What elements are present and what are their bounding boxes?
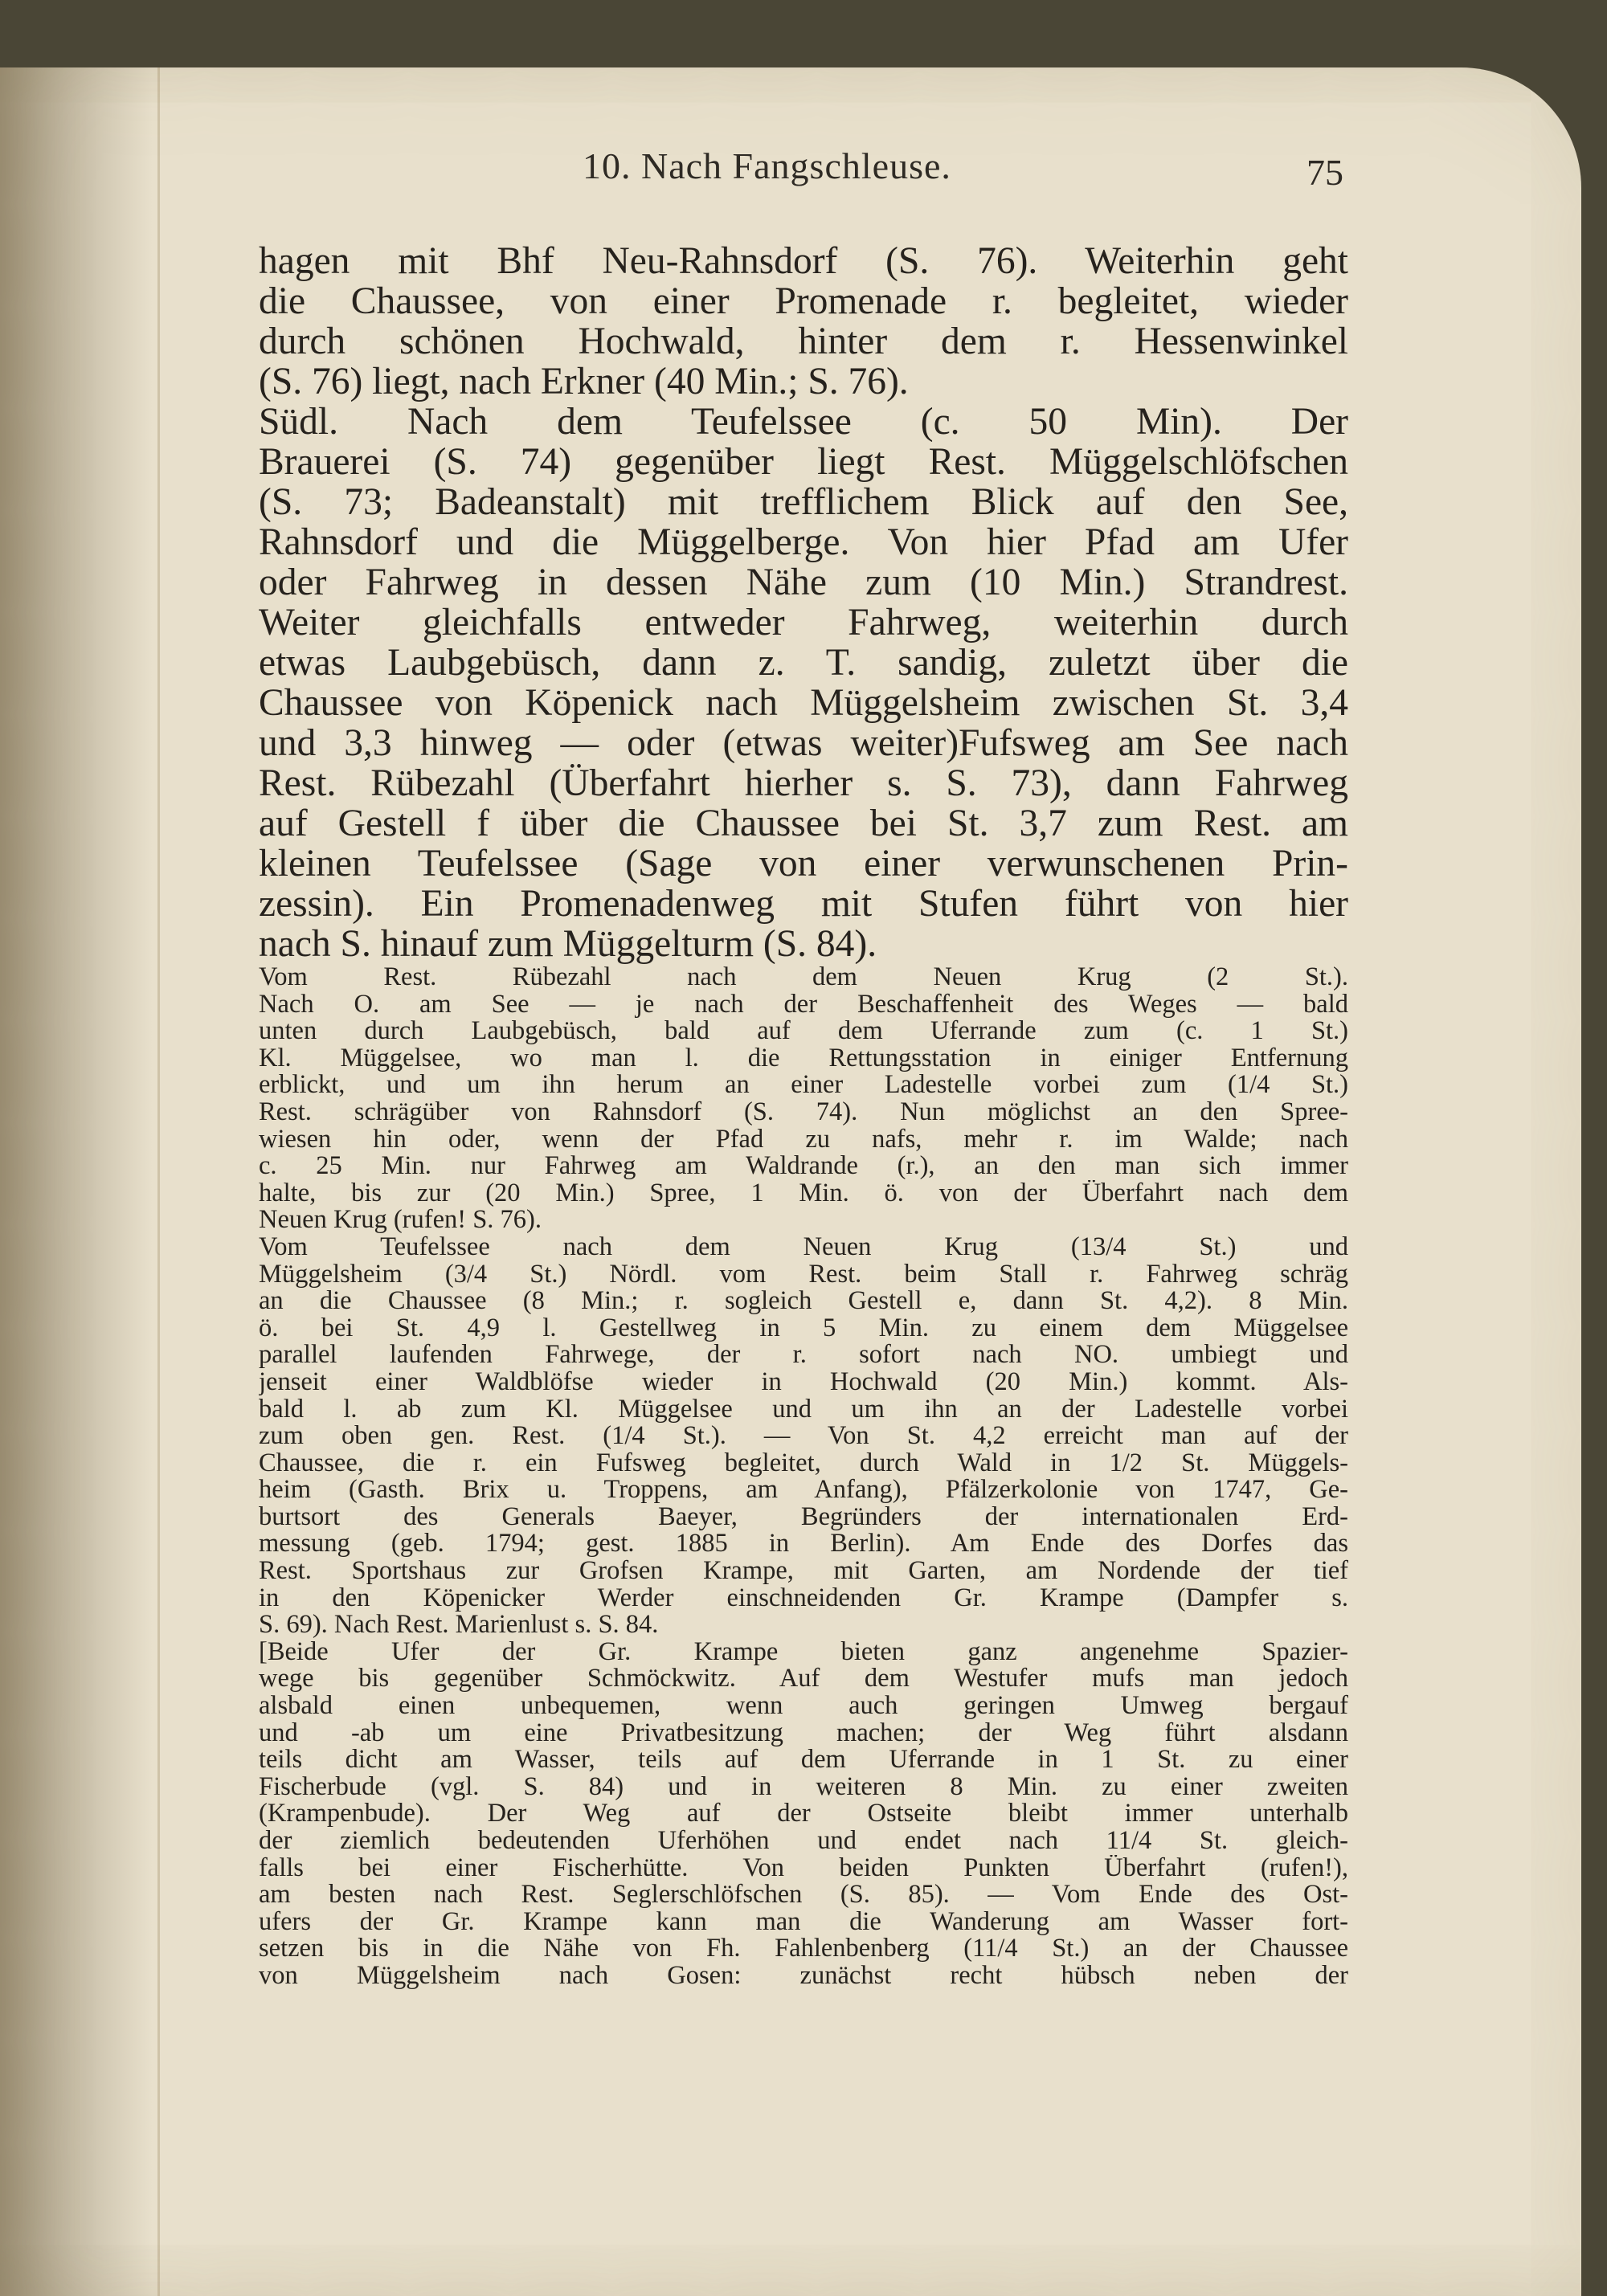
text-line: der ziemlich bedeutenden Uferhöhen und endet nach 11/4 St. gleich- (259, 1828, 1348, 1855)
text-line: nach S. hinauf zum Müggelturm (S. 84). (259, 924, 877, 964)
small-print-text (259, 964, 1348, 1990)
text-line: Rest. Rübezahl (Überfahrt hierher s. S. 73), dann Fahrweg (259, 763, 1348, 803)
running-header (0, 145, 1607, 201)
text-line: am besten nach Rest. Seglerschlöfschen (S. 85). — Vom Ende des Ost- (259, 1881, 1348, 1909)
text-line: ö. bei St. 4,9 l. Gestellweg in 5 Min. zu einem dem Müggelsee (259, 1314, 1348, 1342)
text-line: (S. 76) liegt, nach Erkner (40 Min.; S. 76). (259, 362, 909, 402)
text-line: bald l. ab zum Kl. Müggelsee und um ihn an der Ladestelle vorbei (259, 1395, 1348, 1424)
text-line: burtsort des Generals Baeyer, Begründers der internationalen Erd- (259, 1503, 1348, 1531)
text-line: messung (geb. 1794; gest. 1885 in Berlin). Am Ende des Dorfes das (259, 1530, 1348, 1559)
text-line: Neuen Krug (rufen! S. 76). (259, 1207, 542, 1234)
text-line: setzen bis in die Nähe von Fh. Fahlenbenberg (11/4 St.) an der Chaussee (259, 1935, 1348, 1963)
text-line: Vom Teufelssee nach dem Neuen Krug (13/4 St.) und (259, 1233, 1348, 1261)
text-line: alsbald einen unbequemen, wenn auch geringen Umweg bergauf (259, 1693, 1348, 1720)
text-line: von Müggelsheim nach Gosen: zunächst recht hübsch neben der (259, 1962, 1348, 1990)
binding-fold (157, 67, 160, 2296)
text-line: in den Köpenicker Werder einschneidenden Gr. Krampe (Dampfer s. (259, 1584, 1348, 1612)
text-line: Vom Rest. Rübezahl nach dem Neuen Krug (2 St.). (259, 964, 1348, 991)
text-line: c. 25 Min. nur Fahrweg am Waldrande (r.), an den man sich immer (259, 1153, 1348, 1180)
text-line: wege bis gegenüber Schmöckwitz. Auf dem Westufer mufs man jedoch (259, 1665, 1348, 1693)
text-line: Rest. schrägüber von Rahnsdorf (S. 74). Nun möglichst an den Spree- (259, 1098, 1348, 1126)
text-line: Nach O. am See — je nach der Beschaffenheit des Weges — bald (259, 991, 1348, 1019)
text-line: Rest. Sportshaus zur Grofsen Krampe, mit Garten, am Nordende der tief (259, 1558, 1348, 1585)
text-line: parallel laufenden Fahrwege, der r. sofort nach NO. umbiegt und (259, 1342, 1348, 1369)
text-line: Rahnsdorf und die Müggelberge. Von hier Pfad am Ufer (259, 522, 1348, 562)
text-line: (S. 73; Badeanstalt) mit trefflichem Blick auf den See, (259, 482, 1348, 522)
text-line: heim (Gasth. Brix u. Troppens, am Anfang), Pfälzerkolonie von 1747, Ge- (259, 1477, 1348, 1504)
text-line: Chaussee von Köpenick nach Müggelsheim zwischen St. 3,4 (259, 683, 1348, 723)
text-line: hagen mit Bhf Neu-Rahnsdorf (S. 76). Weiterhin geht (259, 241, 1348, 281)
text-line: zum oben gen. Rest. (1/4 St.). — Von St. 4,2 erreicht man auf der (259, 1423, 1348, 1450)
text-line: oder Fahrweg in dessen Nähe zum (10 Min.) Strandrest. (259, 562, 1348, 603)
text-line: unten durch Laubgebüsch, bald auf dem Uferrande zum (c. 1 St.) (259, 1018, 1348, 1045)
text-line: etwas Laubgebüsch, dann z. T. sandig, zuletzt über die (259, 643, 1348, 683)
text-line: halte, bis zur (20 Min.) Spree, 1 Min. ö. von der Überfahrt nach dem (259, 1179, 1348, 1207)
text-line: erblickt, und um ihn herum an einer Ladestelle vorbei zum (1/4 St.) (259, 1072, 1348, 1099)
text-line: Südl. Nach dem Teufelssee (c. 50 Min). Der (259, 402, 1348, 442)
text-line: Fischerbude (vgl. S. 84) und in weiteren 8 Min. zu einer zweiten (259, 1773, 1348, 1801)
text-line: [Beide Ufer der Gr. Krampe bieten ganz angenehme Spazier- (259, 1638, 1348, 1666)
text-line: auf Gestell f über die Chaussee bei St. 3,7 zum Rest. am (259, 803, 1348, 844)
text-line: kleinen Teufelssee (Sage von einer verwunschenen Prin- (259, 844, 1348, 884)
text-line: an die Chaussee (8 Min.; r. sogleich Gestell e, dann St. 4,2). 8 Min. (259, 1288, 1348, 1315)
text-line: und 3,3 hinweg — oder (etwas weiter)Fufsweg am See nach (259, 723, 1348, 763)
text-line: zessin). Ein Promenadenweg mit Stufen führt von hier (259, 884, 1348, 924)
text-line: falls bei einer Fischerhütte. Von beiden Punkten Überfahrt (rufen!), (259, 1854, 1348, 1882)
text-line: S. 69). Nach Rest. Marienlust s. S. 84. (259, 1612, 659, 1639)
page-number: 75 (1306, 152, 1343, 193)
binding-gutter (0, 67, 153, 2296)
text-line: ufers der Gr. Krampe kann man die Wanderung am Wasser fort- (259, 1908, 1348, 1936)
text-line: Brauerei (S. 74) gegenüber liegt Rest. Müggelschlöfschen (259, 442, 1348, 482)
text-line: die Chaussee, von einer Promenade r. begleitet, wieder (259, 281, 1348, 321)
chapter-title: 10. Nach Fangschleuse. (583, 145, 951, 186)
text-line: wiesen hin oder, wenn der Pfad zu nafs, mehr r. im Walde; nach (259, 1126, 1348, 1154)
text-line: Müggelsheim (3/4 St.) Nördl. vom Rest. beim Stall r. Fahrweg schräg (259, 1260, 1348, 1289)
main-text (259, 241, 1348, 964)
text-line: jenseit einer Waldblöfse wieder in Hochwald (20 Min.) kommt. Als- (259, 1368, 1348, 1396)
text-line: und -ab um eine Privatbesitzung machen; der Weg führt alsdann (259, 1719, 1348, 1747)
text-line: Chaussee, die r. ein Fufsweg begleitet, durch Wald in 1/2 St. Müggels- (259, 1449, 1348, 1477)
text-line: (Krampenbude). Der Weg auf der Ostseite bleibt immer unterhalb (259, 1800, 1348, 1828)
text-line: teils dicht am Wasser, teils auf dem Uferrande in 1 St. zu einer (259, 1747, 1348, 1774)
text-line: Kl. Müggelsee, wo man l. die Rettungsstation in einiger Entfernung (259, 1044, 1348, 1072)
text-line: Weiter gleichfalls entweder Fahrweg, weiterhin durch (259, 603, 1348, 643)
text-line: durch schönen Hochwald, hinter dem r. Hessenwinkel (259, 321, 1348, 362)
